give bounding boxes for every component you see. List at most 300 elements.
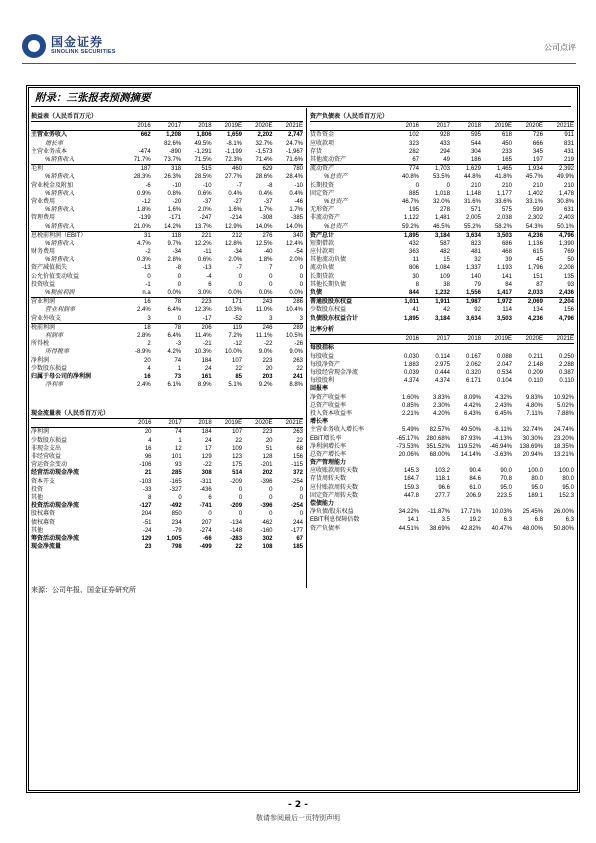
cell-value: 223.5 — [496, 492, 512, 499]
row-label: 管理费用 — [31, 215, 56, 222]
cell-value: -474 — [138, 148, 151, 155]
cell-value: 14.1 — [407, 517, 419, 524]
cell-value: -37 — [263, 198, 273, 205]
cell-value: 0.85% — [401, 402, 419, 409]
row-label: 少数股东权益 — [310, 307, 347, 314]
cell-value: 189.1 — [527, 492, 543, 499]
cell-value: 0 — [269, 281, 273, 288]
cell-value: 45 — [536, 257, 543, 264]
table-row — [31, 289, 303, 298]
row-label: %销售收入 — [45, 157, 75, 164]
cell-value — [419, 500, 450, 508]
year-header: 2018 — [182, 419, 212, 428]
table-row — [310, 248, 574, 256]
cell-value: 0.444 — [434, 370, 450, 377]
table-row — [31, 148, 303, 156]
cell-value: 22 — [296, 365, 303, 372]
cell-value: 7.2% — [228, 332, 243, 339]
cell-value: -8.1% — [226, 140, 243, 147]
table-row — [31, 156, 303, 165]
table-row — [310, 500, 574, 508]
cell-value: 80.0 — [531, 476, 543, 483]
cell-value: 515 — [181, 165, 211, 174]
cell-value: 68 — [296, 445, 303, 452]
table-row — [310, 264, 574, 272]
cell-value: 6 — [208, 281, 212, 288]
cell-value: 6 — [208, 494, 212, 501]
cell-value: -65.17% — [396, 435, 419, 442]
cell-value: 107 — [232, 357, 243, 364]
cell-value: 46.5% — [432, 223, 450, 230]
cell-value: 31 — [120, 231, 150, 240]
cell-value: 10.5% — [285, 332, 303, 339]
cell-value: 70.8 — [500, 476, 512, 483]
row-label: 利润率 — [45, 332, 64, 339]
cell-value — [450, 385, 481, 393]
cell-value — [120, 140, 150, 148]
row-label: %总资产 — [324, 198, 348, 205]
cell-value: -1,291 — [194, 148, 212, 155]
cell-value — [450, 459, 481, 467]
cell-value: 2,208 — [558, 265, 574, 272]
cell-value: 10.3% — [225, 307, 243, 314]
cell-value: 2.4% — [137, 382, 151, 389]
cell-value: -24 — [142, 527, 152, 534]
cell-value: -13 — [142, 265, 151, 272]
cell-value: 32.0% — [432, 198, 450, 205]
cell-value: 161 — [201, 373, 212, 380]
cell-value: 0 — [177, 273, 182, 280]
table-row — [31, 248, 303, 256]
cell-value: 2,747 — [287, 132, 303, 139]
row-label: 非经营收益 — [31, 454, 62, 461]
cell-value: -40 — [263, 249, 273, 256]
table-row — [31, 256, 303, 264]
cell-value: 204 — [141, 511, 152, 518]
cell-value: 447.8 — [403, 492, 419, 499]
cell-value: 12.8% — [225, 240, 243, 247]
table-row — [310, 467, 574, 475]
table-row — [31, 264, 303, 272]
cell-value: 351.52% — [426, 443, 450, 450]
cell-value: 6.3 — [503, 517, 512, 524]
cell-value: 79 — [474, 281, 481, 288]
cell-value: 7.11% — [526, 410, 543, 417]
cell-value: 26.3% — [164, 174, 182, 181]
cell-value: 1,232 — [434, 290, 450, 297]
cell-value: 823 — [470, 240, 481, 247]
header-rule — [22, 63, 576, 64]
table-row — [310, 385, 574, 393]
cell-value — [450, 344, 481, 353]
year-header: 2018 — [181, 122, 211, 131]
cell-value: 119.52% — [457, 443, 481, 450]
cell-value: 34.22% — [398, 509, 419, 516]
row-label: 净负债/股东权益 — [310, 509, 354, 516]
row-label: 毛利 — [31, 165, 120, 174]
cell-value: 15 — [443, 257, 450, 264]
year-header: 2016 — [388, 335, 419, 344]
cell-value: 1.8% — [258, 257, 273, 264]
cell-value: 3,503 — [481, 231, 512, 240]
title-rule — [31, 106, 571, 107]
row-label: 流动资产 — [310, 165, 388, 174]
cell-value: 11 — [412, 257, 419, 264]
row-label: 投资 — [31, 486, 44, 493]
cell-value: 2,005 — [465, 215, 481, 222]
cell-value: 1,011 — [388, 298, 419, 307]
cell-value: 129 — [201, 454, 212, 461]
cell-value: 0.0% — [289, 290, 303, 297]
cell-value: 21 — [144, 470, 152, 477]
cell-value: 0 — [238, 511, 243, 518]
cell-value: 93 — [567, 281, 574, 288]
cell-value: 18 — [120, 323, 150, 332]
row-label: 现金净流量 — [31, 544, 62, 551]
row-label: 负债 — [310, 290, 323, 297]
cell-value: 0 — [177, 315, 182, 322]
table-row — [31, 198, 303, 206]
cell-value: 0 — [238, 281, 243, 288]
row-label: 其他流动负债 — [310, 257, 347, 264]
table-title-row — [31, 410, 303, 419]
cell-value: 1,895 — [388, 231, 419, 240]
cell-value: 432 — [408, 240, 419, 247]
cell-value: 3 — [269, 315, 273, 322]
table-row — [31, 543, 303, 551]
cell-value: 12.5% — [255, 240, 273, 247]
cell-value: 0.3% — [137, 257, 151, 264]
cell-value: 3,634 — [465, 315, 481, 322]
cell-value: 159.3 — [403, 484, 419, 491]
source-note: 来源：公司年报、国金证券研究所 — [31, 586, 136, 594]
cell-value: 462 — [262, 519, 273, 526]
cell-value: 71.6% — [285, 157, 303, 164]
cell-value: 14.14% — [460, 451, 481, 458]
cell-value — [481, 418, 512, 426]
row-label: 其他 — [31, 527, 44, 534]
cell-value: 50 — [567, 257, 574, 264]
cell-value: 1,481 — [434, 215, 450, 222]
cell-value: 123 — [232, 454, 243, 461]
cell-value: 0 — [269, 486, 273, 493]
cell-value: 95.0 — [500, 484, 512, 491]
cell-value: 241 — [292, 373, 303, 380]
row-label: %销售收入 — [45, 207, 75, 214]
table-row — [310, 344, 574, 353]
cell-value: -139 — [138, 215, 151, 222]
cell-value: 23.20% — [553, 435, 574, 442]
cell-value: -254 — [290, 503, 303, 510]
cell-value: 16 — [144, 373, 151, 380]
table-row — [310, 182, 574, 190]
cell-value: 244 — [292, 519, 303, 526]
cell-value: 1,018 — [434, 190, 450, 197]
cell-value: -51 — [142, 519, 152, 526]
cell-value: 0 — [238, 486, 243, 493]
cell-value — [481, 500, 512, 508]
cell-value: -308 — [260, 215, 273, 222]
cell-value: 372 — [292, 470, 303, 477]
cell-value: -148 — [230, 527, 243, 534]
cell-value: -247 — [199, 215, 212, 222]
cell-value: -10 — [172, 182, 182, 189]
cell-value: -21 — [202, 341, 212, 348]
table-row — [310, 231, 574, 240]
cell-value: 32 — [474, 257, 481, 264]
cell-value — [388, 459, 419, 467]
row-label: 应收账款周转天数 — [310, 468, 359, 475]
cell-value — [512, 385, 543, 393]
cell-value: 243 — [242, 298, 272, 307]
cell-value: 100.0 — [527, 468, 543, 475]
cell-value: -2 — [145, 249, 151, 256]
row-label: 非流动资产 — [310, 215, 341, 222]
cell-value: -396 — [260, 478, 273, 485]
year-header: 2018 — [450, 335, 481, 344]
row-label: %销售收入 — [45, 223, 75, 230]
cell-value: 210 — [470, 182, 481, 189]
cell-value: 221 — [181, 231, 211, 240]
cell-value: -79 — [173, 527, 182, 534]
company-logo — [22, 30, 142, 64]
cell-value: 14.2% — [164, 223, 182, 230]
cell-value: 13.7% — [194, 223, 212, 230]
cell-value: 109 — [439, 273, 450, 280]
cell-value: 82.57% — [429, 427, 450, 434]
cell-value: -26 — [294, 341, 303, 348]
cell-value: 87 — [536, 281, 543, 288]
cell-value: 68.00% — [429, 451, 450, 458]
cell-value: 0.0% — [228, 290, 243, 297]
cell-value: -10 — [202, 182, 212, 189]
table-row — [31, 445, 303, 453]
cell-value: 59.2% — [401, 223, 419, 230]
cell-value: n.a — [142, 290, 151, 297]
table-row — [310, 418, 574, 426]
table-row — [31, 140, 303, 148]
cell-value: 726 — [532, 132, 543, 139]
row-label: 净利率 — [45, 382, 64, 389]
year-header: 2018 — [450, 122, 481, 131]
cell-value: 850 — [171, 511, 182, 518]
table-row — [310, 298, 574, 307]
cell-value: 3 — [147, 315, 151, 322]
cell-value: 30 — [412, 273, 419, 280]
cell-value: -1,199 — [225, 148, 243, 155]
cell-value: 571 — [470, 207, 481, 214]
cell-value: 95.0 — [531, 484, 543, 491]
cell-value: 17.71% — [460, 509, 481, 516]
cell-value: -396 — [260, 503, 273, 510]
cell-value: -1 — [145, 281, 151, 288]
cell-value: 31.6% — [463, 198, 481, 205]
cell-value: -8.9% — [135, 349, 151, 356]
table-row — [31, 165, 303, 174]
appendix-title: 附录：三张报表预测摘要 — [35, 92, 151, 104]
cell-value: 686 — [501, 240, 512, 247]
table-row — [310, 402, 574, 410]
cell-value: 5.49% — [401, 427, 419, 434]
cell-value: 27.7% — [225, 174, 243, 181]
cell-value: 1,122 — [403, 215, 419, 222]
year-header: 2020E — [242, 419, 272, 428]
cell-value: 1.7% — [289, 207, 303, 214]
cell-value: -4 — [206, 273, 212, 280]
cell-value: -46.94% — [489, 443, 512, 450]
year-header: 2021E — [543, 335, 574, 344]
cell-value: 171 — [212, 298, 242, 307]
appendix-box — [26, 85, 580, 793]
cell-value: 0.088 — [496, 353, 512, 360]
row-label: 无形资产 — [310, 207, 335, 214]
cell-value: -741 — [199, 503, 212, 510]
cell-value: 911 — [564, 132, 574, 139]
table-row — [31, 231, 303, 240]
row-label: 投资活动现金净流 — [31, 503, 80, 510]
cell-value: 73 — [174, 373, 182, 380]
cell-value: 595 — [470, 132, 481, 139]
year-header: 2019E — [481, 122, 512, 131]
table-title: 资产负债表（人民币百万元） — [310, 114, 389, 121]
row-label: 公允价值变动收益 — [31, 273, 80, 280]
cell-value: 90.0 — [500, 468, 512, 475]
cell-value: 3 — [299, 315, 303, 322]
cell-value: 11.4% — [194, 332, 212, 339]
cell-value: 4 — [148, 437, 152, 444]
cell-value: 48.00% — [522, 525, 543, 532]
cell-value: 9.0% — [258, 349, 273, 356]
table-row — [31, 131, 303, 140]
cell-value: 0 — [299, 273, 303, 280]
cell-value: 210 — [501, 182, 512, 189]
cell-value: 278 — [439, 207, 450, 214]
cell-value: 0 — [415, 182, 419, 189]
cell-value: 82.6% — [164, 140, 182, 147]
cell-value: 2,436 — [558, 290, 574, 297]
cell-value: 0 — [147, 273, 151, 280]
table-row — [310, 394, 574, 402]
year-header: 2017 — [152, 419, 182, 428]
row-label: 息税前利润（EBIT） — [31, 231, 120, 240]
cell-value — [512, 344, 543, 353]
cell-value: 108 — [262, 544, 273, 551]
cell-value: 11.0% — [255, 307, 273, 314]
cell-value: 3.83% — [432, 394, 450, 401]
cell-value: 1,934 — [512, 165, 543, 174]
cell-value: 2.975 — [434, 361, 450, 368]
year-header-row — [310, 335, 574, 344]
cell-value: 12.3% — [194, 307, 212, 314]
row-label: 普通股股东权益 — [310, 298, 388, 307]
cell-value: 3.0% — [197, 290, 212, 297]
cell-value: 1.6% — [167, 207, 182, 214]
cell-value: 0.110 — [559, 378, 574, 385]
row-label: %总资产 — [324, 174, 348, 181]
cell-value — [388, 344, 419, 353]
cell-value — [543, 344, 574, 353]
cell-value: 87.93% — [460, 435, 481, 442]
cell-value: 26.00% — [553, 509, 574, 516]
cell-value: 482 — [439, 249, 450, 256]
table-row — [310, 156, 574, 165]
cell-value: 67 — [412, 157, 419, 164]
cell-value: 1,465 — [481, 165, 512, 174]
cell-value: -12 — [233, 341, 243, 348]
cell-value: -8.11% — [493, 427, 512, 434]
cell-value: 2.21% — [401, 410, 419, 417]
cell-value: 0 — [299, 511, 303, 518]
cell-value: 431 — [563, 148, 574, 155]
cell-value: 71.5% — [194, 157, 212, 164]
cell-value: 285 — [171, 470, 182, 477]
cell-value: 20 — [265, 365, 273, 372]
cell-value: 0.039 — [403, 370, 419, 377]
row-label: 净资产收益率 — [310, 394, 347, 401]
cell-value: 114 — [502, 307, 512, 314]
cell-value: 1,556 — [465, 290, 481, 297]
row-label: 固定资产 — [310, 190, 335, 197]
cell-value: 4.42% — [463, 402, 481, 409]
cell-value — [388, 385, 419, 393]
cell-value — [512, 500, 543, 508]
income-statement-table — [31, 113, 303, 389]
row-label: 主营业务收入 — [31, 132, 68, 139]
cell-value: 0 — [238, 273, 243, 280]
row-label: %税前利润 — [45, 290, 75, 297]
table-row — [31, 510, 303, 518]
year-header-row — [31, 419, 303, 428]
cell-value: -73.53% — [396, 443, 419, 450]
cell-value: 0 — [177, 281, 182, 288]
cell-value: 1 — [177, 365, 182, 372]
cell-value: 0.6% — [197, 257, 212, 264]
year-header-row — [310, 122, 574, 131]
cell-value: 24.7% — [285, 140, 303, 147]
row-label: 资产管理能力 — [310, 460, 347, 467]
cell-value: 340 — [272, 231, 303, 240]
cell-value: 21.0% — [133, 223, 151, 230]
cell-value: 93 — [174, 462, 182, 469]
cell-value: 187 — [120, 165, 150, 174]
table-row — [31, 486, 303, 494]
cell-value: 16 — [120, 298, 150, 307]
cell-value — [512, 459, 543, 467]
cell-value: 6.4% — [167, 332, 182, 339]
cell-value: -34 — [233, 249, 243, 256]
cell-value: 615 — [532, 249, 543, 256]
cell-value: 223 — [181, 298, 211, 307]
cell-value: -492 — [169, 503, 182, 510]
row-label: 资产总计 — [310, 231, 388, 240]
cell-value: -11.87% — [428, 509, 450, 516]
cell-value: 3.5 — [441, 517, 450, 524]
cell-value — [512, 418, 543, 426]
cell-value: 2.288 — [558, 361, 574, 368]
cell-value: -254 — [290, 478, 303, 485]
cell-value: 2.8% — [167, 257, 182, 264]
cell-value — [450, 418, 481, 426]
cell-value: 780 — [272, 165, 303, 174]
cell-value: 41.8% — [494, 174, 512, 181]
cell-value — [419, 459, 450, 467]
table-row — [31, 273, 303, 281]
cell-value: 9.7% — [167, 240, 182, 247]
table-row — [310, 190, 574, 198]
table-row — [310, 443, 574, 451]
cell-value: -127 — [139, 503, 152, 510]
row-label: 少数股东损益 — [31, 437, 68, 444]
